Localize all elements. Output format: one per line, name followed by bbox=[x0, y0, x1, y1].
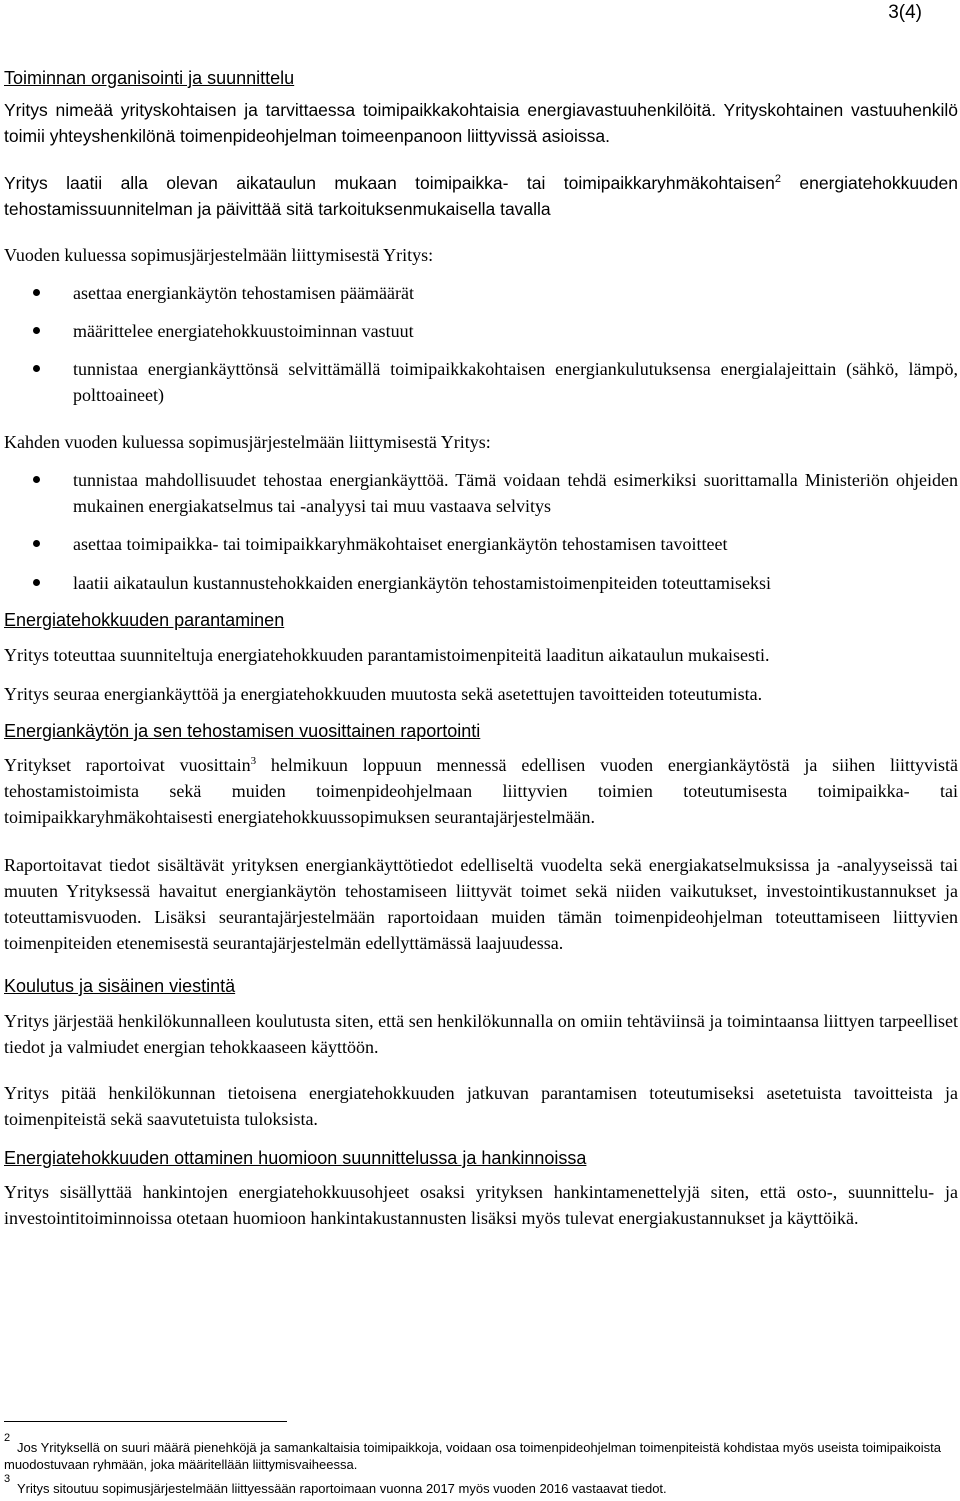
section-heading-improvement: Energiatehokkuuden parantaminen bbox=[4, 610, 285, 630]
training-paragraph-2: Yritys pitää henkilökunnan tietoisena energiatehokkuuden jatkuvan parantamisen toteutumiseksi asetetuista tavoitteista ja toimenpiteistä sekä saavutetuista tuloksista. bbox=[4, 1083, 958, 1129]
footnote-3 bbox=[4, 1471, 944, 1497]
list-item: asettaa toimipaikka- tai toimipaikkaryhmäkohtaiset energiankäytön tehostamisen tavoitteet bbox=[4, 531, 958, 557]
footnote-ref-2: 2 bbox=[774, 173, 781, 185]
org-paragraph-2-text-a: Yritys laatii alla olevan aikataulun mukaan toimipaikka- tai toimipaikkaryhmäkohtaisen bbox=[4, 173, 775, 193]
training-paragraph-1: Yritys järjestää henkilökunnalleen koulutusta siten, että sen henkilökunnalla on omiin tehtäviinsä ja toimintaansa liittyen tarpeelliset tiedot ja valmiudet energian tehokkaaseen käyttöön. bbox=[4, 1011, 958, 1057]
section-heading-training: Koulutus ja sisäinen viestintä bbox=[4, 976, 236, 996]
footnote-2 bbox=[4, 1430, 944, 1473]
page-body bbox=[4, 66, 958, 1231]
section-heading-reporting: Energiankäytön ja sen tehostamisen vuosittainen raportointi bbox=[4, 721, 481, 741]
org-paragraph-2 bbox=[4, 170, 958, 222]
org-paragraph-2-text-b: energiatehokkuuden tehostamissuunnitelman ja päivittää sitä tarkoituksenmukaisella tavalla bbox=[4, 173, 959, 219]
list-item: asettaa energiankäytön tehostamisen päämäärät bbox=[4, 280, 958, 306]
footnote-text: Yritys sitoutuu sopimusjärjestelmään liittyessään raportoimaan vuonna 2017 myös vuoden 2016 vastaavat tiedot. bbox=[17, 1481, 667, 1496]
year2-intro: Kahden vuoden kuluessa sopimusjärjestelmään liittymisestä Yritys: bbox=[4, 432, 491, 452]
list-item: määrittelee energiatehokkuustoiminnan vastuut bbox=[4, 318, 958, 344]
footnote-mark: 2 bbox=[4, 1432, 11, 1444]
section-heading-planning: Energiatehokkuuden ottaminen huomioon suunnittelussa ja hankinnoissa bbox=[4, 1148, 587, 1168]
reporting-paragraph-1-text-b: helmikuun loppuun mennessä edellisen vuoden energiankäytöstä ja siihen liittyvistä tehostamistoimista sekä muiden toimenpideohjelmaan liittyvien toimien toteutumisesta toimipaikka- tai toimipaikkaryhmäkohtaisesti energiatehokkuussopimuksen seurantajärjestelmään. bbox=[4, 755, 958, 827]
section-heading-organisation: Toiminnan organisointi ja suunnittelu bbox=[4, 68, 295, 88]
improvement-paragraph-1: Yritys toteuttaa suunniteltuja energiatehokkuuden parantamistoimenpiteitä laaditun aikataulun mukaisesti. bbox=[4, 645, 770, 665]
year1-intro: Vuoden kuluessa sopimusjärjestelmään liittymisestä Yritys: bbox=[4, 245, 434, 265]
footnote-ref-3: 3 bbox=[250, 755, 257, 767]
footnote-divider bbox=[4, 1421, 287, 1422]
planning-paragraph-1: Yritys sisällyttää hankintojen energiatehokkuusohjeet osaksi yrityksen hankintamenettelyjä siten, että osto-, suunnittelu- ja investointitoiminnoissa otetaan huomioon hankintakustannusten lisäksi myös tulevat energiakustannukset ja käyttöikä. bbox=[4, 1182, 958, 1228]
page-number: 3(4) bbox=[888, 2, 922, 23]
year1-list bbox=[4, 280, 958, 408]
footnote-text: Jos Yrityksellä on suuri määrä pienehköjä ja samankaltaisia toimipaikkoja, voidaan osa toimenpideohjelman toimenpiteistä kohdistaa myös useista toimipaikoista muodostuvaan ryhmään, joka määritellään liittymisvaiheessa. bbox=[4, 1440, 941, 1472]
footnote-mark: 3 bbox=[4, 1473, 11, 1485]
year2-list bbox=[4, 467, 958, 596]
reporting-paragraph-2: Raportoitavat tiedot sisältävät yrityksen energiankäyttötiedot edelliseltä vuodelta sekä energiakatselmuksissa ja -analyyseissä tai muuten Yrityksessä havaitut energiankäytön tehostamiseen liittyvät toimet sekä niiden vaikutukset, investointikustannukset ja toteuttamisvuoden. Lisäksi seurantajärjestelmään raportoidaan muiden tämän toimenpideohjelman toteuttamiseen liittyvien toimenpiteiden etenemisestä seurantajärjestelmän edellyttämässä laajuudessa. bbox=[4, 855, 958, 953]
org-paragraph-1: Yritys nimeää yrityskohtaisen ja tarvittaessa toimipaikkakohtaisia energiavastuuhenkilöitä. Yrityskohtainen vastuuhenkilö toimii yhteyshenkilönä toimenpideohjelman toimeenpanoon liittyvissä asioissa. bbox=[4, 100, 958, 146]
list-item: laatii aikataulun kustannustehokkaiden energiankäytön tehostamistoimenpiteiden toteuttamiseksi bbox=[4, 570, 958, 596]
list-item: tunnistaa energiankäyttönsä selvittämällä toimipaikkakohtaisen energiankulutuksensa energialajeittain (sähkö, lämpö, polttoaineet) bbox=[4, 356, 958, 408]
improvement-paragraph-2: Yritys seuraa energiankäyttöä ja energiatehokkuuden muutosta sekä asetettujen tavoitteiden toteutumista. bbox=[4, 684, 763, 704]
list-item: tunnistaa mahdollisuudet tehostaa energiankäyttöä. Tämä voidaan tehdä esimerkiksi suorittamalla Ministeriön ohjeiden mukainen energiakatselmus tai -analyysi tai muu vastaava selvitys bbox=[4, 467, 958, 519]
reporting-paragraph-1 bbox=[4, 752, 958, 830]
reporting-paragraph-1-text-a: Yritykset raportoivat vuosittain bbox=[4, 755, 251, 775]
